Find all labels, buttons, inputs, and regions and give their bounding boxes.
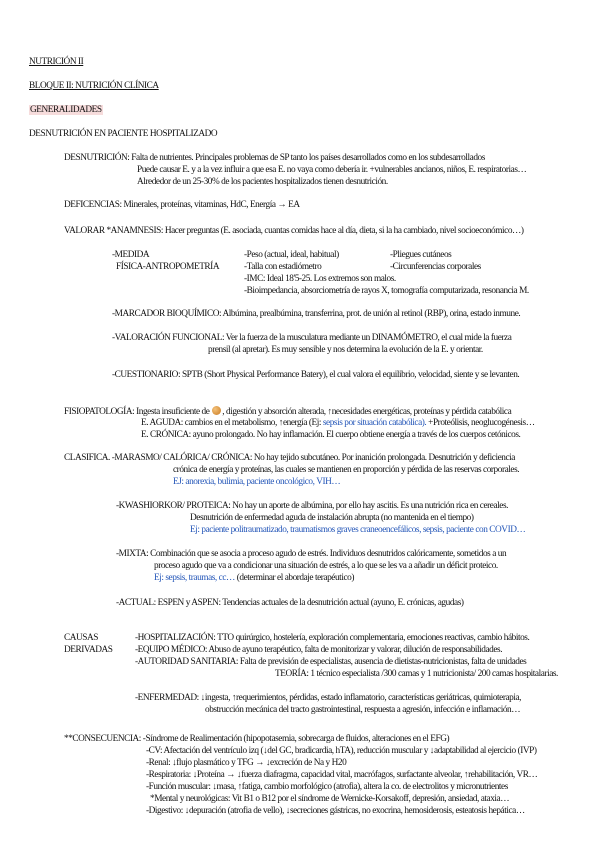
medida-label: -MEDIDA bbox=[112, 250, 150, 260]
deficiencias-line: DEFICENCIAS: Minerales, proteínas, vitaminas, HdC, Energía → EA bbox=[64, 200, 300, 210]
derivadas-label: DERIVADAS bbox=[64, 645, 113, 655]
antropometria-item-talla: -Talla con estadiómetro bbox=[244, 262, 322, 272]
bloque-heading: BLOQUE II: NUTRICIÓN CLÍNICA bbox=[29, 81, 159, 91]
autoridad-sanitaria-line2: TEORÍA: 1 técnico especialista /300 camas y 1 nutricionista/ 200 camas hospitalarias. bbox=[275, 669, 558, 679]
doc-title: NUTRICIÓN II bbox=[29, 57, 84, 67]
valoracion-funcional-line2: prensil (al apretar). Es muy sensible y nos determina la evolución de la E. y orientar. bbox=[208, 345, 483, 355]
kwashiorkor-example: Ej: paciente politraumatizado, traumatismos graves craneoencefálicos, sepsis, paciente con COVID… bbox=[190, 525, 526, 535]
desnutricion-line3: Alrededor de un 25-30% de los pacientes hospitalizados tienen desnutrición. bbox=[137, 177, 388, 187]
antropometria-item-imc: -IMC: Ideal 18'5-25. Los extremos son malos. bbox=[244, 274, 396, 284]
mixta-example: Ej: sepsis, traumas, cc… bbox=[154, 573, 235, 583]
fisiopatologia-line1 bbox=[64, 406, 511, 418]
antropometria-item-peso: -Peso (actual, ideal, habitual) bbox=[244, 250, 339, 260]
kwashiorkor-line2: Desnutrición de enfermedad aguda de instalación abrupta (no mantenida en el tiempo) bbox=[190, 513, 474, 523]
fisiopatologia-text-a: FISIOPATOLOGÍA: Ingesta insuficiente de bbox=[64, 407, 210, 417]
mixta-line1: -MIXTA: Combinación que se asocia a proceso agudo de estrés. Individuos desnutridos calóricamente, sometidos a un bbox=[116, 549, 507, 559]
causas-label: CAUSAS bbox=[64, 633, 98, 643]
hospitalizacion-line: -HOSPITALIZACIÓN: TTO quirúrgico, hostelería, exploración complementaria, emociones reactivas, cambio hábitos. bbox=[135, 633, 530, 643]
fisica-label: FÍSICA-ANTROPOMETRÍA bbox=[116, 262, 220, 272]
aguda-text: E. AGUDA: cambios en el metabolismo, ↑energía (Ej: bbox=[141, 418, 322, 428]
consecuencia-respiratoria: -Respiratoria: ↓Proteína → ↓fuerza diafragma, capacidad vital, macrófagos, surfactante alveolar, ↑rehabilitación, VR… bbox=[146, 770, 538, 780]
consecuencia-line1: **CONSECUENCIA: -Síndrome de Realimentación (hipopotasemia, sobrecarga de fluidos, alteraciones en el EFG) bbox=[64, 734, 450, 744]
actual-line: -ACTUAL: ESPEN y ASPEN: Tendencias actuales de la desnutrición actual (ayuno, E. crónicas, agudas) bbox=[116, 598, 464, 608]
consecuencia-digestivo: -Digestivo: ↓depuración (atrofia de vello), ↓secreciones gástricas, no exocrina, hemosiderosis, esteatosis hepática… bbox=[146, 806, 525, 816]
equipo-medico-line: -EQUIPO MÉDICO: Abuso de ayuno terapéutico, falta de monitorizar y valorar, dilución de responsabilidades. bbox=[135, 645, 503, 655]
consecuencia-muscular: -Función muscular: ↓masa, ↑fatiga, cambio morfológico (atrofia), altera la co. de electrolitos y micronutrientes bbox=[146, 782, 508, 792]
fisiopatologia-text-b: , digestión y absorción alterada, ↑necesidades energéticas, proteínas y pérdida catabólica bbox=[222, 407, 512, 417]
mixta-line2: proceso agudo que va a condicionar una situación de estrés, a lo que se les va a añadir un déficit proteico. bbox=[154, 561, 498, 571]
aguda-extra: +Proteólisis, neoglucogénesis… bbox=[426, 418, 535, 428]
marasmo-line2: crónica de energía y proteínas, las cuales se mantienen en proporción y pérdida de las reservas corporales. bbox=[173, 465, 520, 475]
antropometria-item-bioimpedancia: -Bioimpedancia, absorciometría de rayos X, tomografía computarizada, resonancia M. bbox=[244, 286, 529, 296]
section-highlight: GENERALIDADES bbox=[30, 105, 102, 115]
antropometria-item-circunferencias: -Circunferencias corporales bbox=[390, 262, 481, 272]
section-heading bbox=[29, 105, 103, 116]
enfermedad-line2: obstrucción mecánica del tracto gastrointestinal, respuesta a agresión, infección e inflamación… bbox=[205, 705, 521, 715]
fisiopatologia-line2 bbox=[141, 418, 535, 429]
desnutricion-line1: DESNUTRICIÓN: Falta de nutrientes. Principales problemas de SP tanto los países desarrollados como en los subdesarrollados bbox=[64, 153, 485, 163]
aguda-example: sepsis por situación catabólica). bbox=[321, 418, 427, 428]
valoracion-funcional-line1: -VALORACIÓN FUNCIONAL: Ver la fuerza de la musculatura mediante un DINAMÓMETRO, el cual mide la fuerza bbox=[112, 333, 512, 343]
marcador-bioquimico: -MARCADOR BIOQUÍMICO: Albúmina, prealbúmina, transferrina, prot. de unión al retinol (RBP), orina, estado inmune. bbox=[112, 309, 521, 319]
enfermedad-line1: -ENFERMEDAD: ↓ingesta, ↑requerimientos, pérdidas, estado inflamatorio, características geriátricas, quimioterapia, bbox=[135, 693, 522, 703]
subtitle-heading: DESNUTRICIÓN EN PACIENTE HOSPITALIZADO bbox=[29, 129, 218, 139]
marasmo-line1: CLASIFICA. -MARASMO/ CALÓRICA/ CRÓNICA: No hay tejido subcutáneo. Por inanición prolongada. Desnutrición y deficiencia bbox=[64, 453, 515, 463]
desnutricion-line2: Puede causar E. y a la vez influir a que esa E. no vaya como debería ir. +vulnerables ancianos, niños, E. respiratorias… bbox=[137, 165, 527, 175]
autoridad-sanitaria-line1: -AUTORIDAD SANITARIA: Falta de previsión de especialistas, ausencia de dietistas-nutricionistas, falta de unidades bbox=[135, 657, 527, 667]
marasmo-example: EJ: anorexia, bulimia, paciente oncológico, VIH… bbox=[173, 477, 341, 487]
consecuencia-mental: *Mental y neurológicas: Vit B1 o B12 por el síndrome de Wernicke-Korsakoff, depresión, ansiedad, ataxia… bbox=[150, 794, 510, 804]
kwashiorkor-line1: -KWASHIORKOR/ PROTEICA: No hay un aporte de albúmina, por ello hay ascitis. Es una nutrición rica en cereales. bbox=[116, 501, 508, 511]
consecuencia-cv: -CV: Afectación del ventrículo izq (↓del GC, bradicardia, hTA), reducción muscular y ↓adaptabilidad al ejercicio (IVP) bbox=[146, 746, 537, 756]
consecuencia-renal: -Renal: ↓flujo plasmático y TFG → ↓excreción de Na y H20 bbox=[146, 758, 347, 768]
cuestionario-line: -CUESTIONARIO: SPTB (Short Physical Performance Batery), el cual valora el equilibrio, velocidad, siente y se levanten. bbox=[112, 370, 520, 380]
fisiopatologia-line3: E. CRÓNICA: ayuno prolongado. No hay inflamación. El cuerpo obtiene energía a través de los cuerpos cetónicos. bbox=[141, 430, 521, 440]
mixta-note: (determinar el abordaje terapéutico) bbox=[234, 573, 354, 583]
antropometria-item-pliegues: -Pliegues cutáneos bbox=[390, 250, 452, 260]
cookie-icon bbox=[212, 406, 221, 415]
mixta-line3 bbox=[154, 573, 354, 584]
valorar-anamnesis: VALORAR *ANAMNESIS: Hacer preguntas (E. asociada, cuantas comidas hace al día, dieta, si la ha cambiado, nivel socioeconómico…) bbox=[64, 226, 524, 236]
